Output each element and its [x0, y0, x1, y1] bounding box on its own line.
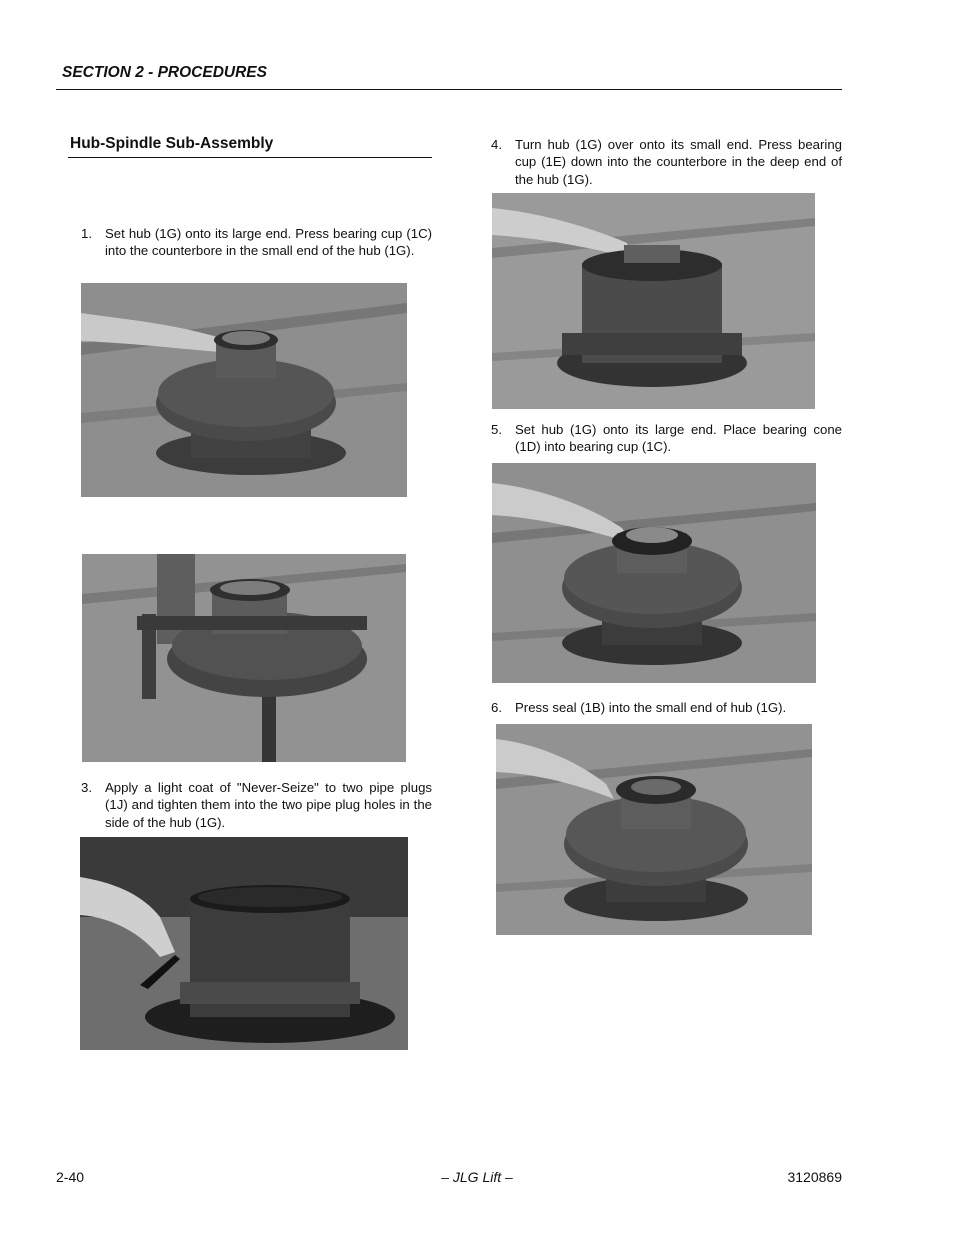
- header-rule: [56, 89, 842, 90]
- step-text: Apply a light coat of "Never-Seize" to two pipe plugs (1J) and tighten them into the two pipe plug holes in the side of the hub (1G).: [105, 780, 432, 830]
- photo-bearing-cone: [492, 463, 816, 683]
- step-1: [81, 225, 432, 260]
- photo-hub-on-press: [82, 554, 406, 762]
- document-number: 3120869: [787, 1169, 842, 1185]
- footer-title: – JLG Lift –: [441, 1169, 513, 1185]
- subsection-rule: [68, 157, 432, 158]
- subsection-title: Hub-Spindle Sub-Assembly: [70, 135, 274, 152]
- photo-hub-bearing-cup-deep-end: [492, 193, 815, 409]
- step-number: 3.: [81, 780, 92, 795]
- step-number: 1.: [81, 226, 92, 241]
- photo-seal: [496, 724, 812, 935]
- step-text: Press seal (1B) into the small end of hub (1G).: [515, 700, 787, 715]
- step-text: Turn hub (1G) over onto its small end. Press bearing cup (1E) down into the counterbore in the deep end of the hub (1G).: [515, 137, 842, 187]
- step-number: 5.: [491, 422, 502, 437]
- section-title: SECTION 2 - PROCEDURES: [62, 64, 267, 81]
- photo-pipe-plugs: [80, 837, 408, 1050]
- step-4: [491, 136, 842, 188]
- photo-hub-bearing-cup-small-end: [81, 283, 407, 497]
- step-3: [81, 779, 432, 831]
- step-6: [491, 699, 842, 716]
- step-5: [491, 421, 842, 456]
- step-text: Set hub (1G) onto its large end. Press bearing cup (1C) into the counterbore in the small end of the hub (1G).: [105, 226, 432, 259]
- step-number: 6.: [491, 700, 502, 715]
- step-number: 4.: [491, 137, 502, 152]
- step-text: Set hub (1G) onto its large end. Place bearing cone (1D) into bearing cup (1C).: [515, 422, 842, 455]
- page-number: 2-40: [56, 1169, 85, 1185]
